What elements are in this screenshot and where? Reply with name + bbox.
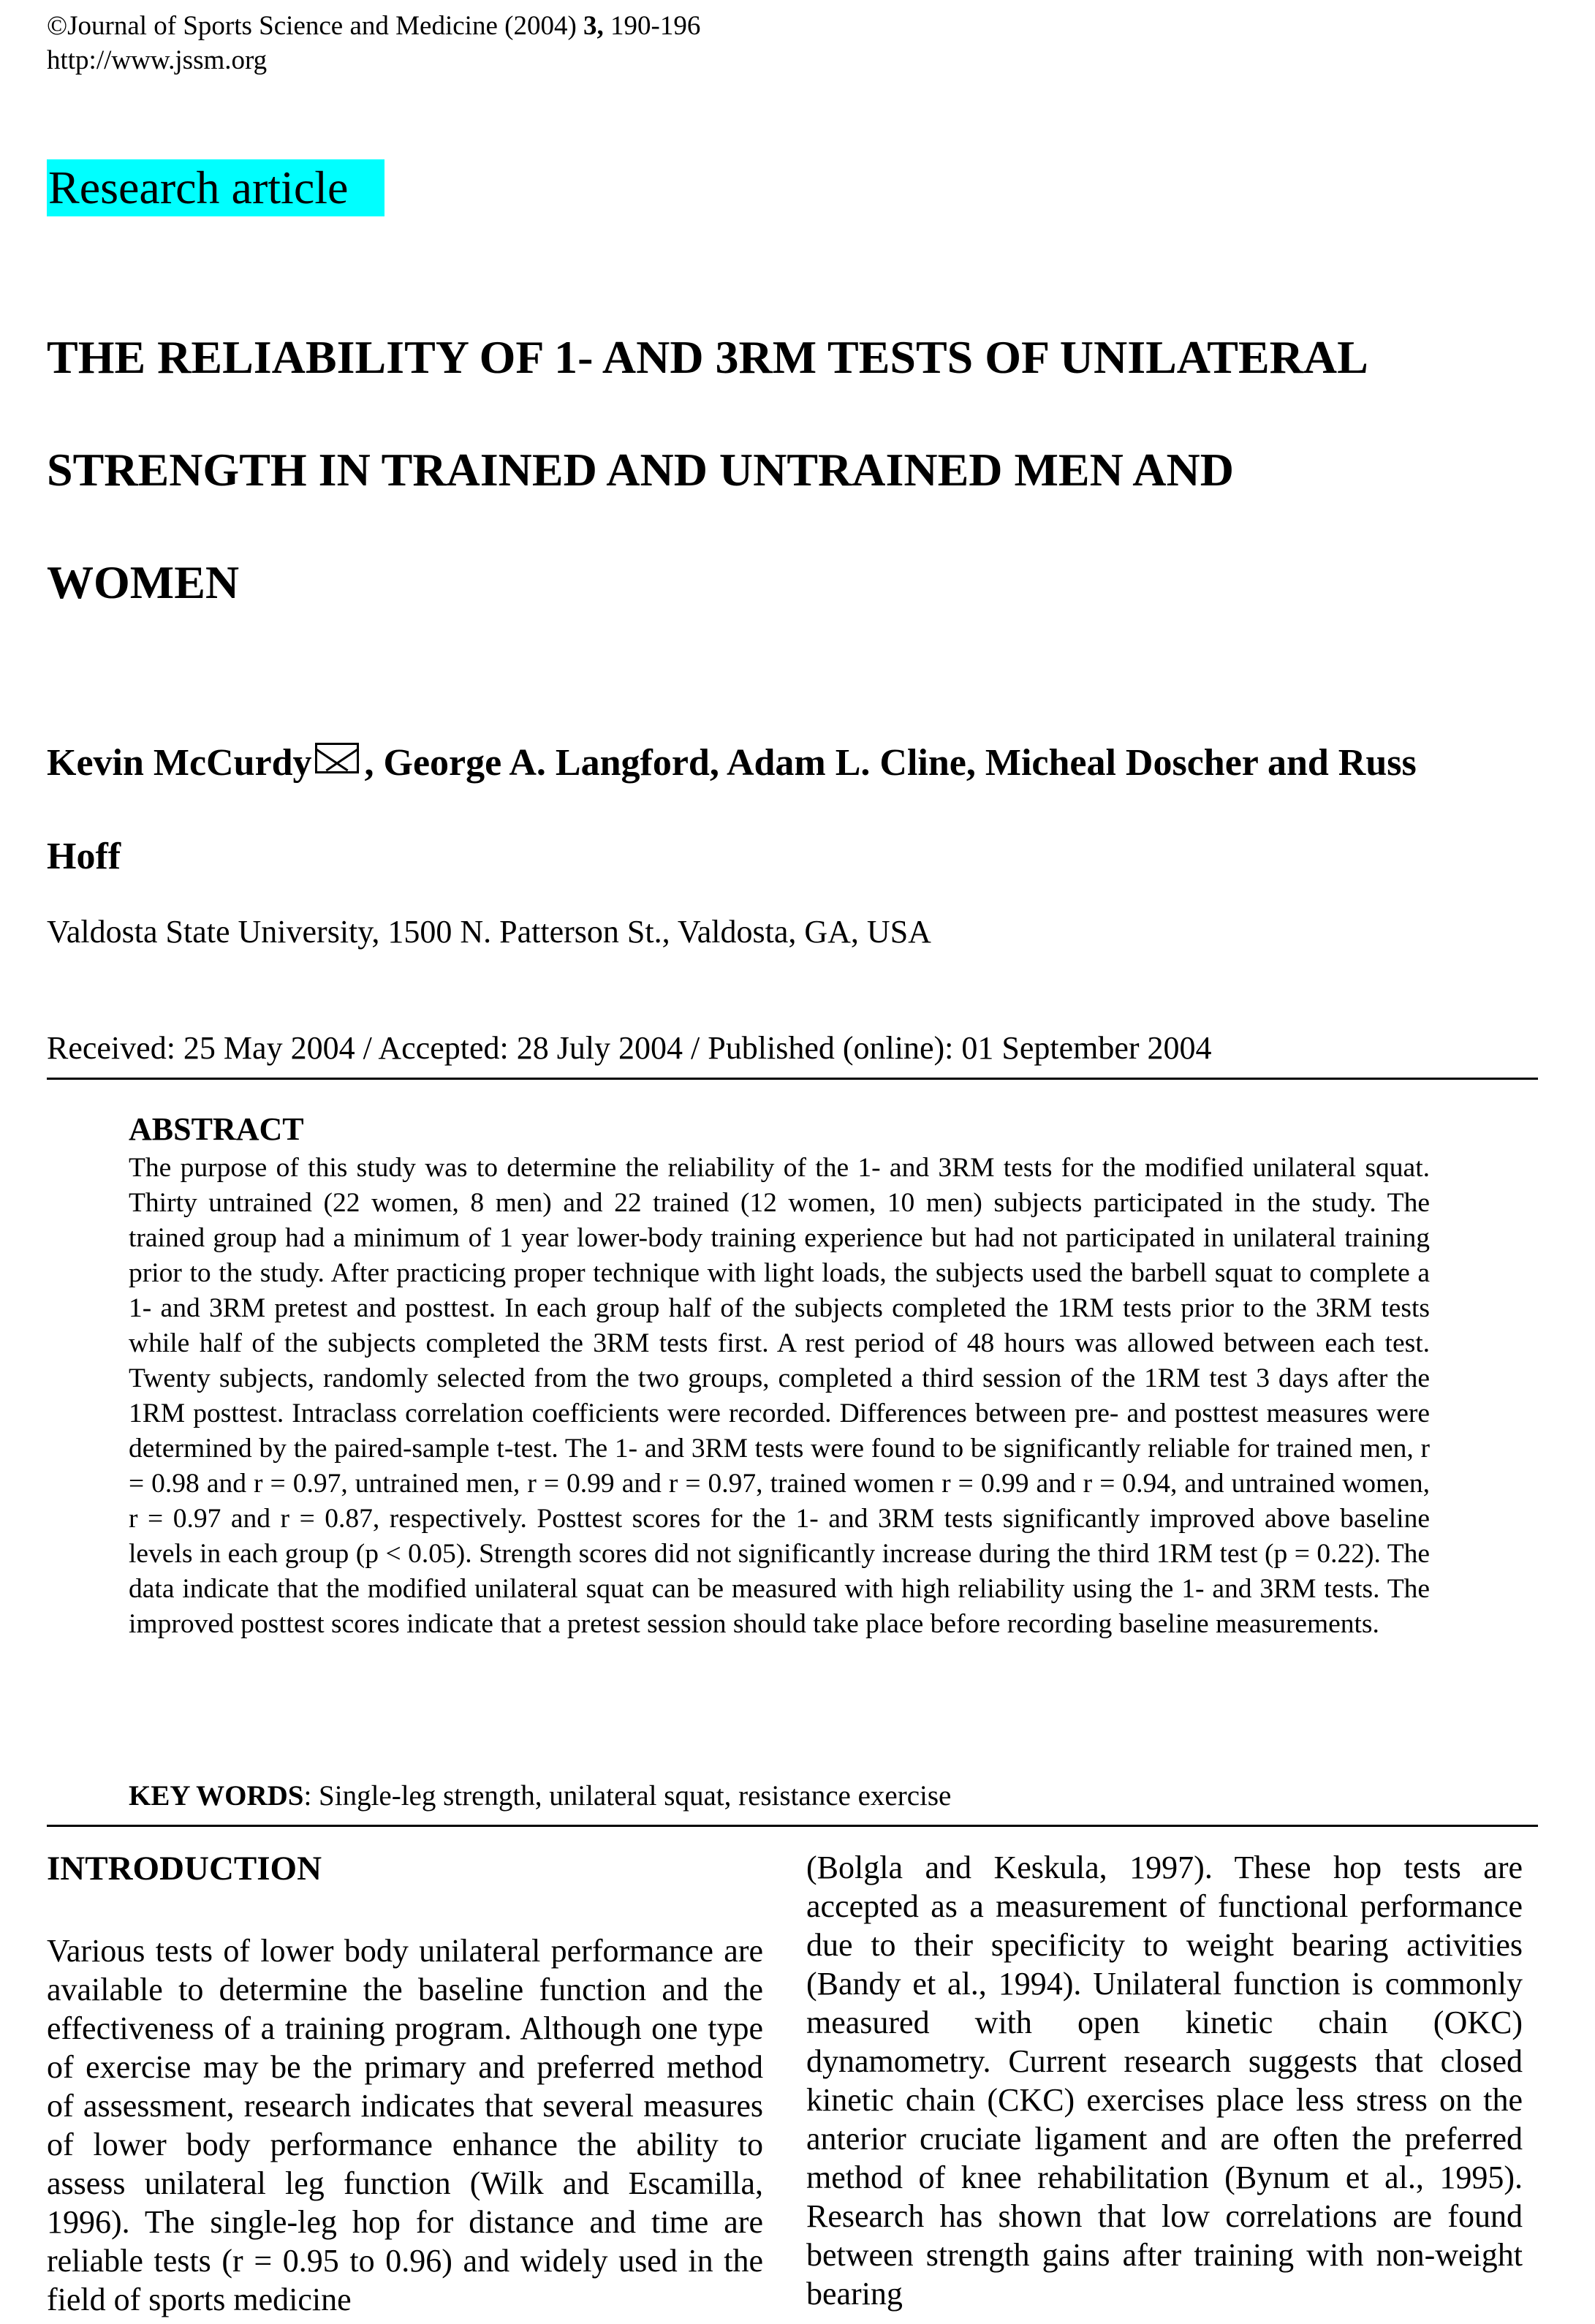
journal-name: ©Journal of Sports Science and Medicine (2004) (47, 11, 584, 41)
co-authors: , George A. Langford, Adam L. Cline, Micheal Doscher and Russ (364, 742, 1417, 784)
article-type-label: Research article (48, 162, 349, 213)
corresponding-author: Kevin McCurdy (47, 742, 312, 784)
intro-paragraph: Various tests of lower body unilateral performance are available to determine the baseline function and the effectiveness of a training program. Although one type of exercise may be the primary and preferred method of assessment, research indicates that several measures of lower body performance enhance the ability to assess unilateral leg function (Wilk and Escamilla, 1996). The single-leg hop for distance and time are reliable tests (r = 0.95 to 0.96) and widely used in the field of sports medicine (47, 1933, 763, 2317)
intro-heading: INTRODUCTION (47, 1850, 322, 1888)
journal-url[interactable]: http://www.jssm.org (47, 45, 268, 75)
divider-bottom (47, 1825, 1538, 1827)
abstract-section (129, 1108, 1430, 1642)
author-list (47, 716, 1417, 904)
divider-top (47, 1078, 1538, 1080)
author-line (47, 716, 1417, 810)
abstract-body: The purpose of this study was to determine the reliability of the 1- and 3RM tests for the modified unilateral squat. Thirty untrained (22 women, 8 men) and 22 trained (12 women, 10 men) subjects participated in the study. The trained group had a minimum of 1 year lower-body training experience but had not participated in unilateral training prior to the study. After practicing proper technique with light loads, the subjects used the barbell squat to complete a 1- and 3RM pretest and posttest. In each group half of the subjects completed the 1RM tests prior to the 3RM tests while half of the subjects completed the 3RM tests first. A rest period of 48 hours was allowed between each test. Twenty subjects, randomly selected from the two groups, completed a third session of the 1RM test 3 days after the 1RM posttest. Intraclass correlation coefficients were recorded. Differences between pre- and posttest measures were determined by the paired-sample t-test. The 1- and 3RM tests were found to be significantly reliable for trained men, r = 0.98 and r = 0.97, untrained men, r = 0.99 and r = 0.97, trained women r = 0.99 and r = 0.94, and untrained women, r = 0.97 and r = 0.87, respectively. Posttest scores for the 1- and 3RM tests significantly improved above baseline levels in each group (p < 0.05). Strength scores did not significantly increase during the third 1RM test (p = 0.22). The data indicate that the modified unilateral squat can be measured with high reliability using the 1- and 3RM tests. The improved posttest scores indicate that a pretest session should take place before recording baseline measurements. (129, 1153, 1430, 1639)
keywords-text: : Single-leg strength, unilateral squat, resistance exercise (303, 1780, 952, 1812)
intro-left-column (47, 1848, 763, 2319)
keywords (129, 1778, 951, 1814)
journal-pages: 190-196 (603, 11, 701, 41)
journal-citation (47, 11, 700, 42)
intro-paragraph-continued: (Bolgla and Keskula, 1997). These hop tests are accepted as a measurement of functional performance due to their specificity to weight bearing activities (Bandy et al., 1994). Unilateral function is commonly measured with open kinetic chain (OKC) dynamometry. Current research suggests that closed kinetic chain (CKC) exercises place less stress on the anterior cruciate ligament and are often the preferred method of knee rehabilitation (Bynum et al., 1995). Research has shown that low correlations are found between strength gains after training with non-weight bearing (806, 1850, 1523, 2312)
paper-title (47, 301, 1368, 639)
publication-dates: Received: 25 May 2004 / Accepted: 28 July 2004 / Published (online): 01 September 2004 (47, 1030, 1212, 1066)
abstract-heading: ABSTRACT (129, 1111, 304, 1147)
intro-right-column (806, 1848, 1523, 2313)
affiliation: Valdosta State University, 1500 N. Patterson St., Valdosta, GA, USA (47, 914, 931, 950)
keywords-label: KEY WORDS (129, 1780, 304, 1812)
article-type-highlight (47, 159, 384, 216)
title-line: THE RELIABILITY OF 1- AND 3RM TESTS OF UNILATERAL (47, 331, 1368, 383)
title-line: STRENGTH IN TRAINED AND UNTRAINED MEN AND (47, 444, 1234, 496)
journal-volume: 3, (583, 11, 604, 41)
title-line: WOMEN (47, 556, 240, 608)
author-line: Hoff (47, 836, 121, 877)
envelope-icon[interactable] (315, 743, 359, 773)
